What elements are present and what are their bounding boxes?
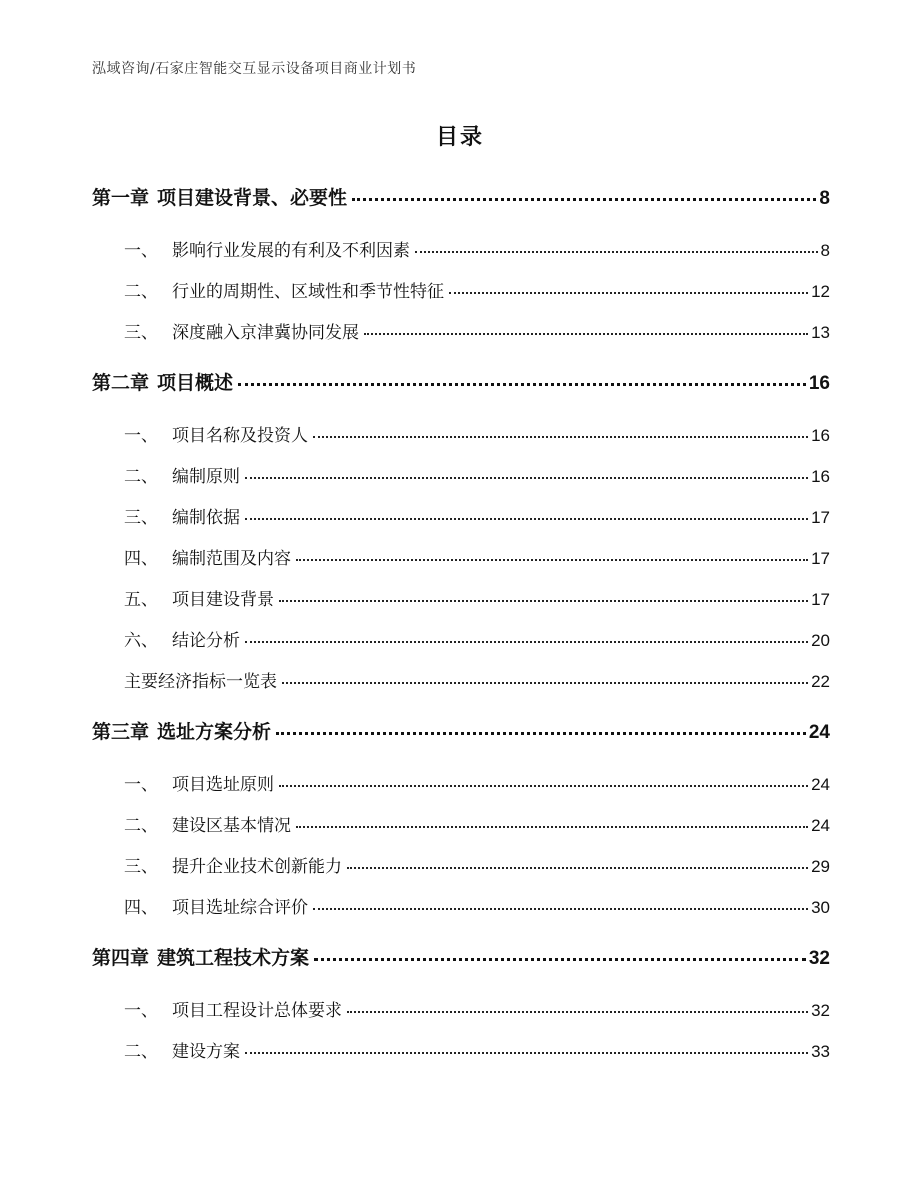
toc-entry-number: 第一章 (92, 187, 150, 209)
toc-entry-number: 一、 (124, 775, 158, 795)
toc-dot-leader (276, 732, 806, 735)
toc-entry-title: 主要经济指标一览表 (124, 672, 277, 692)
toc-entry-title: 编制原则 (172, 467, 240, 487)
toc-entry-title: 项目建设背景、必要性 (157, 187, 348, 209)
toc-page-number: 32 (808, 948, 830, 969)
toc-page-number: 17 (811, 590, 830, 609)
toc-entry-title: 提升企业技术创新能力 (172, 857, 342, 877)
toc-entry-title: 影响行业发展的有利及不利因素 (172, 241, 410, 261)
toc-section-entry[interactable] (92, 770, 830, 795)
toc-section-entry[interactable] (92, 236, 830, 261)
toc-entry-title: 结论分析 (172, 631, 240, 651)
toc-section-entry[interactable] (92, 544, 830, 569)
toc-section-entry[interactable] (92, 626, 830, 651)
toc-entry-title: 编制依据 (172, 508, 240, 528)
toc-section-entry[interactable] (92, 585, 830, 610)
toc-page-number: 16 (808, 373, 830, 394)
toc-page-number: 12 (811, 282, 830, 301)
toc-dot-leader (364, 333, 808, 335)
toc-entry-title: 建筑工程技术方案 (157, 947, 310, 969)
toc-section-entry[interactable] (92, 421, 830, 446)
toc-entry-label (92, 277, 446, 302)
toc-dot-leader (347, 1011, 808, 1013)
toc-entry-label (92, 893, 310, 918)
toc-entry-label (92, 183, 349, 210)
toc-entry-label (92, 770, 276, 795)
toc-page-number: 16 (811, 467, 830, 486)
toc-entry-label (92, 462, 242, 487)
toc-dot-leader (245, 477, 808, 479)
page-header: 泓域咨询/石家庄智能交互显示设备项目商业计划书 (92, 61, 417, 77)
toc-entry-number: 二、 (124, 467, 158, 487)
toc-entry-label (92, 667, 279, 692)
toc-entry-label (92, 585, 276, 610)
toc-section-entry[interactable] (92, 811, 830, 836)
toc-entry-title: 建设区基本情况 (172, 816, 291, 836)
toc-dot-leader (296, 826, 808, 828)
toc-dot-leader (238, 383, 806, 386)
toc-entry-label (92, 1037, 242, 1062)
toc-entry-number: 六、 (124, 631, 158, 651)
toc-entry-number: 四、 (124, 549, 158, 569)
toc-dot-leader (313, 436, 808, 438)
toc-page-number: 33 (811, 1042, 830, 1061)
toc-entry-title: 行业的周期性、区域性和季节性特征 (172, 282, 444, 302)
toc-page-number: 13 (811, 323, 830, 342)
toc-dot-leader (245, 641, 808, 643)
toc-dot-leader (245, 1052, 808, 1054)
toc-entry-number: 第三章 (92, 721, 150, 743)
toc-entry-label (92, 943, 311, 970)
toc-entry-number: 一、 (124, 426, 158, 446)
toc-page-number: 29 (811, 857, 830, 876)
toc-entry-number: 一、 (124, 1001, 158, 1021)
toc-page-number: 24 (811, 816, 830, 835)
toc-entry-number: 二、 (124, 1042, 158, 1062)
toc-dot-leader (415, 251, 818, 253)
toc-entry-title: 选址方案分析 (157, 721, 272, 743)
toc-entry-title: 项目名称及投资人 (172, 426, 308, 446)
toc-entry-number: 五、 (124, 590, 158, 610)
toc-entry-label (92, 544, 293, 569)
toc-section-entry[interactable] (92, 318, 830, 343)
toc-entry-label (92, 811, 293, 836)
toc-entry-label (92, 236, 412, 261)
toc-entry-title: 项目概述 (157, 372, 234, 394)
toc-section-entry[interactable] (92, 852, 830, 877)
toc-section-entry[interactable] (92, 1037, 830, 1062)
toc-entry-label (92, 503, 242, 528)
toc-entry-title: 项目选址原则 (172, 775, 274, 795)
toc-dot-leader (282, 682, 808, 684)
toc-dot-leader (296, 559, 808, 561)
toc-entry-label (92, 421, 310, 446)
toc-entry-number: 二、 (124, 816, 158, 836)
toc-dot-leader (347, 867, 808, 869)
toc-entry-label (92, 626, 242, 651)
toc-entry-number: 一、 (124, 241, 158, 261)
toc-chapter-entry[interactable] (92, 717, 830, 744)
toc-entry-title: 建设方案 (172, 1042, 240, 1062)
toc-entry-number: 三、 (124, 323, 158, 343)
toc-section-entry[interactable] (92, 996, 830, 1021)
toc-page-number: 8 (820, 241, 830, 260)
toc-entry-number: 三、 (124, 508, 158, 528)
toc-entry-label (92, 368, 235, 395)
toc-page-number: 30 (811, 898, 830, 917)
toc-chapter-entry[interactable] (92, 943, 830, 970)
toc-page-number: 32 (811, 1001, 830, 1020)
toc-dot-leader (352, 198, 816, 201)
toc-entry-title: 深度融入京津冀协同发展 (172, 323, 359, 343)
toc-dot-leader (245, 518, 808, 520)
toc-entry-number: 二、 (124, 282, 158, 302)
toc-section-entry[interactable] (92, 462, 830, 487)
toc-title: 目录 (435, 125, 484, 150)
toc-section-entry[interactable] (92, 667, 830, 692)
toc-entry-number: 四、 (124, 898, 158, 918)
toc-entry-label (92, 852, 344, 877)
toc-chapter-entry[interactable] (92, 183, 830, 210)
toc-entry-label (92, 996, 344, 1021)
toc-dot-leader (314, 958, 806, 961)
toc-section-entry[interactable] (92, 277, 830, 302)
toc-page-number: 16 (811, 426, 830, 445)
toc-chapter-entry[interactable] (92, 368, 830, 395)
toc-page-number: 24 (811, 775, 830, 794)
toc-dot-leader (279, 785, 808, 787)
toc-page-number: 22 (811, 672, 830, 691)
toc-entry-number: 三、 (124, 857, 158, 877)
toc-entry-title: 项目建设背景 (172, 590, 274, 610)
toc-section-entry[interactable] (92, 503, 830, 528)
toc-page-number: 17 (811, 549, 830, 568)
toc-entry-title: 项目选址综合评价 (172, 898, 308, 918)
toc-section-entry[interactable] (92, 893, 830, 918)
toc-dot-leader (313, 908, 808, 910)
toc-entry-label (92, 318, 361, 343)
toc-dot-leader (449, 292, 808, 294)
toc-entry-number: 第二章 (92, 372, 150, 394)
toc-page-number: 24 (808, 722, 830, 743)
toc-entry-title: 项目工程设计总体要求 (172, 1001, 342, 1021)
toc-page-number: 20 (811, 631, 830, 650)
toc-entry-label (92, 717, 273, 744)
toc-entry-title: 编制范围及内容 (172, 549, 291, 569)
toc-page-number: 8 (819, 188, 830, 209)
toc-page-number: 17 (811, 508, 830, 527)
toc-dot-leader (279, 600, 808, 602)
toc-entry-number: 第四章 (92, 947, 150, 969)
